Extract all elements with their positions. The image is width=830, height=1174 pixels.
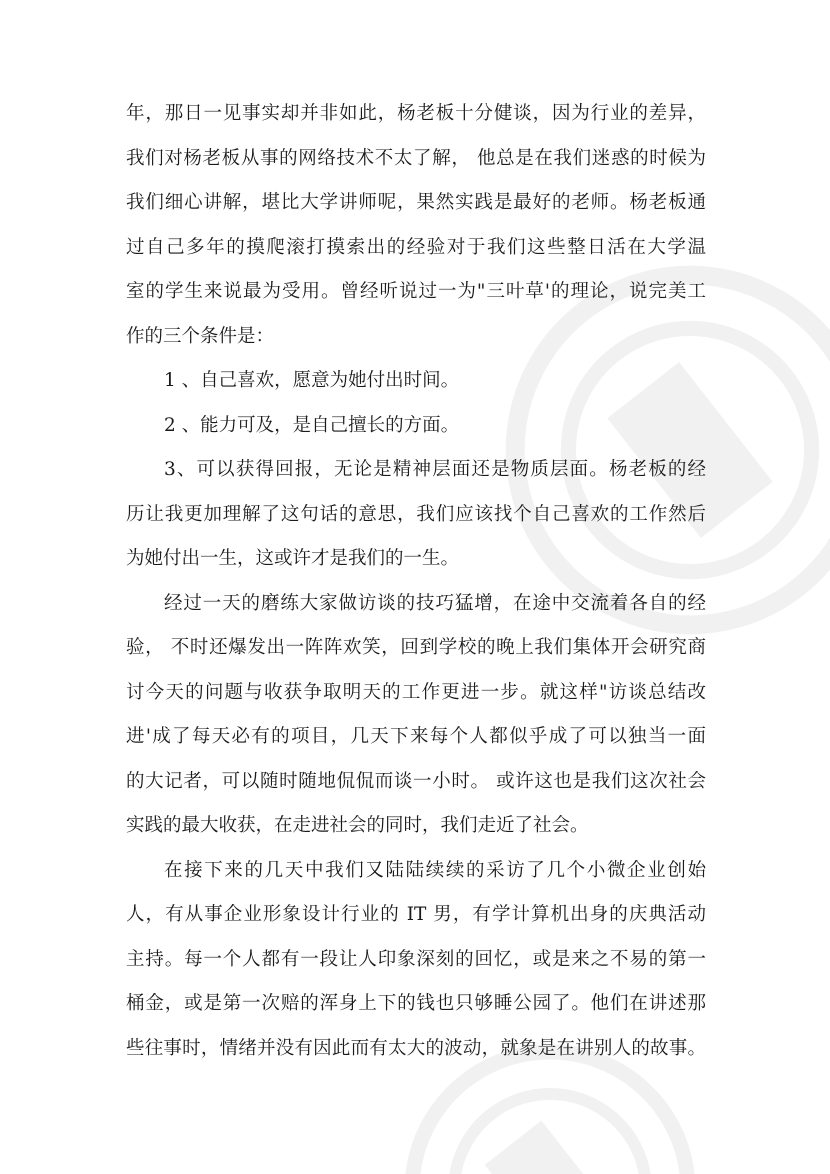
paragraph-line: 过自己多年的摸爬滚打摸索出的经验对于我们这些整日活在大学温 xyxy=(126,236,706,258)
paragraph-line: 验， 不时还爆发出一阵阵欢笑，回到学校的晚上我们集体开会研究商 xyxy=(126,637,706,658)
document-body xyxy=(126,102,706,1081)
paragraph-line: 在接下来的几天中我们又陆陆续续的采访了几个小微企业创始 xyxy=(164,859,706,881)
paragraph-line: 进'成了每天必有的项目，几天下来每个人都似乎成了可以独当一面 xyxy=(126,726,706,747)
paragraph-line: 历让我更加理解了这句话的意思，我们应该找个自己喜欢的工作然后 xyxy=(126,503,706,525)
paragraph-line: 我们对杨老板从事的网络技术不太了解， 他总是在我们迷惑的时候为 xyxy=(126,147,706,169)
paragraph-line: 我们细心讲解，堪比大学讲师呢，果然实践是最好的老师。杨老板通 xyxy=(126,192,706,213)
paragraph-line: 作的三个条件是： xyxy=(126,325,275,347)
list-item: 2 、能力可及，是自己擅长的方面。 xyxy=(164,414,460,436)
paragraph-line: 些往事时，情绪并没有因此而有太大的波动，就象是在讲别人的故事。 xyxy=(126,1037,706,1059)
list-item: 3、可以获得回报，无论是精神层面还是物质层面。杨老板的经 xyxy=(164,459,706,480)
paragraph-line: 为她付出一生，这或许才是我们的一生。 xyxy=(126,548,460,569)
paragraph-line: 年，那日一见事实却并非如此，杨老板十分健谈，因为行业的差异， xyxy=(126,103,706,124)
paragraph-line: 的大记者，可以随时随地侃侃而谈一小时。 或许这也是我们这次社会 xyxy=(126,770,706,792)
list-item: 1 、自己喜欢，愿意为她付出时间。 xyxy=(164,370,460,391)
paragraph-line: 实践的最大收获，在走进社会的同时，我们走近了社会。 xyxy=(126,815,589,836)
paragraph-line: 人，有从事企业形象设计行业的 IT 男，有学计算机出身的庆典活动 xyxy=(126,904,706,925)
paragraph-line: 讨今天的问题与收获争取明天的工作更进一步。就这样"访谈总结改 xyxy=(126,681,706,703)
paragraph-line: 主持。每一个人都有一段让人印象深刻的回忆，或是来之不易的第一 xyxy=(126,948,706,970)
paragraph-line: 室的学生来说最为受用。曾经听说过一为"三叶草'的理论，说完美工 xyxy=(126,281,706,302)
paragraph-line: 桶金，或是第一次赔的浑身上下的钱也只够睡公园了。他们在讲述那 xyxy=(126,993,706,1014)
paragraph-line: 经过一天的磨练大家做访谈的技巧猛增，在途中交流着各自的经 xyxy=(164,592,706,614)
